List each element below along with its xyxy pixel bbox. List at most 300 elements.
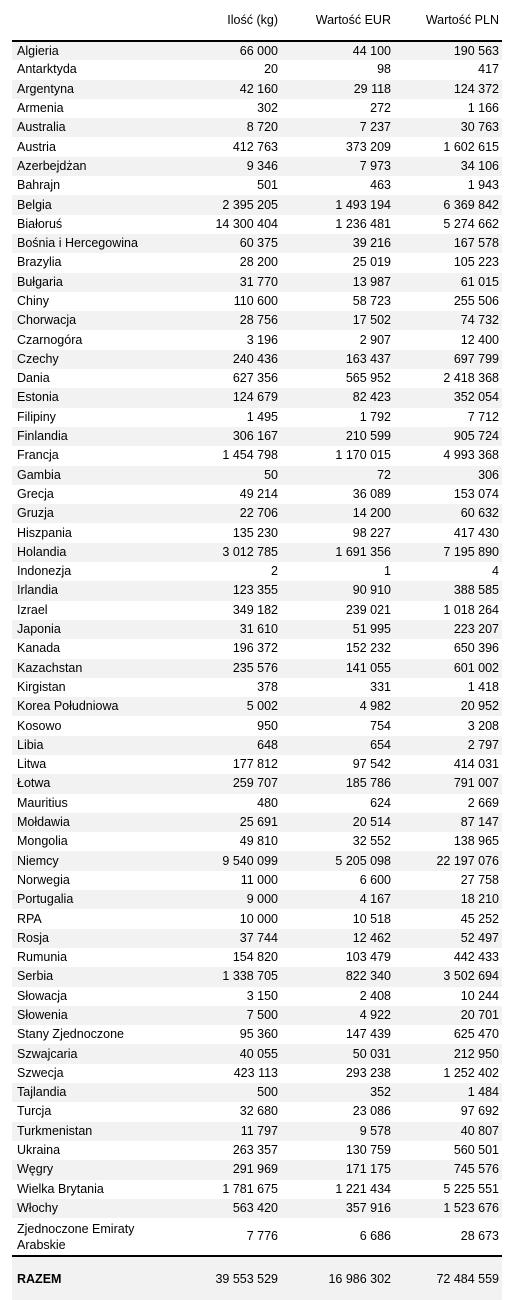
- table-row: [12, 871, 502, 890]
- quantity-cell: 1 454 798: [168, 446, 281, 465]
- country-cell: Bahrajn: [12, 176, 168, 195]
- value-pln-cell: 40 807: [394, 1122, 502, 1141]
- country-cell: Turkmenistan: [12, 1122, 168, 1141]
- value-eur-cell: 239 021: [281, 601, 394, 620]
- table-row: [12, 427, 502, 446]
- value-pln-cell: 105 223: [394, 253, 502, 272]
- table-row: [12, 273, 502, 292]
- quantity-cell: 124 679: [168, 388, 281, 407]
- value-pln-cell: 61 015: [394, 273, 502, 292]
- value-eur-cell: 23 086: [281, 1102, 394, 1121]
- value-pln-cell: 28 673: [394, 1218, 502, 1256]
- value-pln-cell: 388 585: [394, 581, 502, 600]
- total-quantity: 39 553 529: [168, 1256, 281, 1300]
- value-pln-cell: 4 993 368: [394, 446, 502, 465]
- header-value-eur: Wartość EUR: [281, 0, 394, 41]
- value-pln-cell: 601 002: [394, 659, 502, 678]
- value-eur-cell: 331: [281, 678, 394, 697]
- value-pln-cell: 1 484: [394, 1083, 502, 1102]
- table-row: [12, 215, 502, 234]
- quantity-cell: 95 360: [168, 1025, 281, 1044]
- value-eur-cell: 5 205 098: [281, 851, 394, 870]
- export-values-table: [12, 0, 502, 1300]
- table-row: [12, 523, 502, 542]
- value-eur-cell: 6 600: [281, 871, 394, 890]
- value-pln-cell: 905 724: [394, 427, 502, 446]
- table-row: [12, 485, 502, 504]
- quantity-cell: 563 420: [168, 1199, 281, 1218]
- table-row: [12, 1218, 502, 1256]
- country-cell: Finlandia: [12, 427, 168, 446]
- table-footer: [12, 1256, 502, 1300]
- quantity-cell: 263 357: [168, 1141, 281, 1160]
- value-eur-cell: 12 462: [281, 929, 394, 948]
- value-eur-cell: 352: [281, 1083, 394, 1102]
- value-pln-cell: 1 523 676: [394, 1199, 502, 1218]
- value-eur-cell: 39 216: [281, 234, 394, 253]
- country-cell: Szwajcaria: [12, 1044, 168, 1063]
- country-cell: Gruzja: [12, 504, 168, 523]
- value-pln-cell: 417 430: [394, 523, 502, 542]
- table-row: [12, 1025, 502, 1044]
- country-cell: Libia: [12, 736, 168, 755]
- total-value-pln: 72 484 559: [394, 1256, 502, 1300]
- table-row: [12, 929, 502, 948]
- value-pln-cell: 2 669: [394, 794, 502, 813]
- country-cell: Grecja: [12, 485, 168, 504]
- country-cell: Mauritius: [12, 794, 168, 813]
- table-row: [12, 581, 502, 600]
- total-value-eur: 16 986 302: [281, 1256, 394, 1300]
- table-row: [12, 118, 502, 137]
- quantity-cell: 28 200: [168, 253, 281, 272]
- country-cell: Słowacja: [12, 987, 168, 1006]
- header-value-pln: Wartość PLN: [394, 0, 502, 41]
- country-cell: Norwegia: [12, 871, 168, 890]
- value-pln-cell: 3 502 694: [394, 967, 502, 986]
- table-row: [12, 41, 502, 60]
- header-country: [12, 0, 168, 41]
- table-header: [12, 0, 502, 41]
- country-cell: Portugalia: [12, 890, 168, 909]
- quantity-cell: 7 500: [168, 1006, 281, 1025]
- value-eur-cell: 1 170 015: [281, 446, 394, 465]
- value-eur-cell: 4 922: [281, 1006, 394, 1025]
- table-row: [12, 716, 502, 735]
- table-row: [12, 1141, 502, 1160]
- value-pln-cell: 22 197 076: [394, 851, 502, 870]
- value-pln-cell: 30 763: [394, 118, 502, 137]
- table-row: [12, 909, 502, 928]
- value-eur-cell: 272: [281, 99, 394, 118]
- country-cell: Zjednoczone Emiraty Arabskie: [12, 1218, 168, 1256]
- value-pln-cell: 52 497: [394, 929, 502, 948]
- value-eur-cell: 17 502: [281, 311, 394, 330]
- value-eur-cell: 1: [281, 562, 394, 581]
- table-row: [12, 774, 502, 793]
- quantity-cell: 123 355: [168, 581, 281, 600]
- table-row: [12, 543, 502, 562]
- quantity-cell: 110 600: [168, 292, 281, 311]
- table-row: [12, 195, 502, 214]
- quantity-cell: 423 113: [168, 1064, 281, 1083]
- value-pln-cell: 7 195 890: [394, 543, 502, 562]
- country-cell: Włochy: [12, 1199, 168, 1218]
- country-cell: Mołdawia: [12, 813, 168, 832]
- value-pln-cell: 352 054: [394, 388, 502, 407]
- quantity-cell: 291 969: [168, 1160, 281, 1179]
- value-pln-cell: 138 965: [394, 832, 502, 851]
- table-row: [12, 620, 502, 639]
- table-row: [12, 350, 502, 369]
- value-eur-cell: 13 987: [281, 273, 394, 292]
- table-row: [12, 311, 502, 330]
- quantity-cell: 349 182: [168, 601, 281, 620]
- quantity-cell: 9 540 099: [168, 851, 281, 870]
- table-row: [12, 60, 502, 79]
- value-eur-cell: 10 518: [281, 909, 394, 928]
- country-cell: Szwecja: [12, 1064, 168, 1083]
- quantity-cell: 177 812: [168, 755, 281, 774]
- value-eur-cell: 163 437: [281, 350, 394, 369]
- value-eur-cell: 98 227: [281, 523, 394, 542]
- table-row: [12, 408, 502, 427]
- quantity-cell: 9 346: [168, 157, 281, 176]
- table-row: [12, 562, 502, 581]
- table-row: [12, 388, 502, 407]
- quantity-cell: 648: [168, 736, 281, 755]
- value-eur-cell: 1 236 481: [281, 215, 394, 234]
- country-cell: Kirgistan: [12, 678, 168, 697]
- value-eur-cell: 357 916: [281, 1199, 394, 1218]
- value-eur-cell: 1 691 356: [281, 543, 394, 562]
- table-row: [12, 99, 502, 118]
- value-eur-cell: 51 995: [281, 620, 394, 639]
- quantity-cell: 3 012 785: [168, 543, 281, 562]
- value-eur-cell: 9 578: [281, 1122, 394, 1141]
- country-cell: Tajlandia: [12, 1083, 168, 1102]
- country-cell: Hiszpania: [12, 523, 168, 542]
- quantity-cell: 501: [168, 176, 281, 195]
- quantity-cell: 154 820: [168, 948, 281, 967]
- value-pln-cell: 87 147: [394, 813, 502, 832]
- table-row: [12, 157, 502, 176]
- value-eur-cell: 2 408: [281, 987, 394, 1006]
- quantity-cell: 3 150: [168, 987, 281, 1006]
- value-pln-cell: 306: [394, 466, 502, 485]
- country-cell: Wielka Brytania: [12, 1180, 168, 1199]
- value-pln-cell: 18 210: [394, 890, 502, 909]
- quantity-cell: 31 610: [168, 620, 281, 639]
- table-row: [12, 659, 502, 678]
- country-cell: Kosowo: [12, 716, 168, 735]
- value-eur-cell: 103 479: [281, 948, 394, 967]
- table-row: [12, 369, 502, 388]
- quantity-cell: 11 000: [168, 871, 281, 890]
- table-row: [12, 466, 502, 485]
- country-cell: Francja: [12, 446, 168, 465]
- value-eur-cell: 185 786: [281, 774, 394, 793]
- country-cell: Azerbejdżan: [12, 157, 168, 176]
- header-row: [12, 0, 502, 41]
- value-eur-cell: 373 209: [281, 137, 394, 156]
- value-eur-cell: 58 723: [281, 292, 394, 311]
- value-pln-cell: 1 018 264: [394, 601, 502, 620]
- table-row: [12, 813, 502, 832]
- table-row: [12, 253, 502, 272]
- value-pln-cell: 167 578: [394, 234, 502, 253]
- value-pln-cell: 97 692: [394, 1102, 502, 1121]
- quantity-cell: 950: [168, 716, 281, 735]
- value-eur-cell: 141 055: [281, 659, 394, 678]
- table-row: [12, 1083, 502, 1102]
- country-cell: Czarnogóra: [12, 330, 168, 349]
- value-pln-cell: 2 797: [394, 736, 502, 755]
- quantity-cell: 7 776: [168, 1218, 281, 1256]
- value-pln-cell: 1 602 615: [394, 137, 502, 156]
- quantity-cell: 3 196: [168, 330, 281, 349]
- country-cell: Holandia: [12, 543, 168, 562]
- value-eur-cell: 152 232: [281, 639, 394, 658]
- country-cell: Japonia: [12, 620, 168, 639]
- value-pln-cell: 625 470: [394, 1025, 502, 1044]
- quantity-cell: 1 495: [168, 408, 281, 427]
- quantity-cell: 8 720: [168, 118, 281, 137]
- value-pln-cell: 442 433: [394, 948, 502, 967]
- country-cell: Mongolia: [12, 832, 168, 851]
- value-eur-cell: 1 221 434: [281, 1180, 394, 1199]
- country-cell: Gambia: [12, 466, 168, 485]
- table-row: [12, 234, 502, 253]
- table-row: [12, 832, 502, 851]
- value-eur-cell: 654: [281, 736, 394, 755]
- value-pln-cell: 2 418 368: [394, 369, 502, 388]
- value-pln-cell: 34 106: [394, 157, 502, 176]
- quantity-cell: 28 756: [168, 311, 281, 330]
- value-pln-cell: 697 799: [394, 350, 502, 369]
- quantity-cell: 66 000: [168, 41, 281, 60]
- quantity-cell: 40 055: [168, 1044, 281, 1063]
- value-pln-cell: 20 952: [394, 697, 502, 716]
- country-cell: Indonezja: [12, 562, 168, 581]
- country-cell: Serbia: [12, 967, 168, 986]
- table-row: [12, 1006, 502, 1025]
- total-label: RAZEM: [12, 1256, 168, 1300]
- value-eur-cell: 754: [281, 716, 394, 735]
- quantity-cell: 14 300 404: [168, 215, 281, 234]
- table-row: [12, 1180, 502, 1199]
- quantity-cell: 5 002: [168, 697, 281, 716]
- value-pln-cell: 7 712: [394, 408, 502, 427]
- value-eur-cell: 7 237: [281, 118, 394, 137]
- quantity-cell: 480: [168, 794, 281, 813]
- value-pln-cell: 27 758: [394, 871, 502, 890]
- quantity-cell: 302: [168, 99, 281, 118]
- table-row: [12, 639, 502, 658]
- quantity-cell: 135 230: [168, 523, 281, 542]
- value-eur-cell: 32 552: [281, 832, 394, 851]
- table-row: [12, 1064, 502, 1083]
- quantity-cell: 31 770: [168, 273, 281, 292]
- value-pln-cell: 1 418: [394, 678, 502, 697]
- value-pln-cell: 5 225 551: [394, 1180, 502, 1199]
- table-row: [12, 601, 502, 620]
- table-row: [12, 176, 502, 195]
- quantity-cell: 22 706: [168, 504, 281, 523]
- value-eur-cell: 82 423: [281, 388, 394, 407]
- country-cell: Armenia: [12, 99, 168, 118]
- value-eur-cell: 90 910: [281, 581, 394, 600]
- country-cell: Australia: [12, 118, 168, 137]
- quantity-cell: 1 338 705: [168, 967, 281, 986]
- value-eur-cell: 565 952: [281, 369, 394, 388]
- country-cell: Rumunia: [12, 948, 168, 967]
- quantity-cell: 50: [168, 466, 281, 485]
- country-cell: Węgry: [12, 1160, 168, 1179]
- table-row: [12, 948, 502, 967]
- value-pln-cell: 20 701: [394, 1006, 502, 1025]
- value-eur-cell: 2 907: [281, 330, 394, 349]
- value-pln-cell: 560 501: [394, 1141, 502, 1160]
- value-pln-cell: 745 576: [394, 1160, 502, 1179]
- quantity-cell: 42 160: [168, 80, 281, 99]
- country-cell: Łotwa: [12, 774, 168, 793]
- country-cell: Estonia: [12, 388, 168, 407]
- country-cell: RPA: [12, 909, 168, 928]
- quantity-cell: 32 680: [168, 1102, 281, 1121]
- country-cell: Białoruś: [12, 215, 168, 234]
- country-cell: Bułgaria: [12, 273, 168, 292]
- country-cell: Turcja: [12, 1102, 168, 1121]
- value-pln-cell: 12 400: [394, 330, 502, 349]
- country-cell: Rosja: [12, 929, 168, 948]
- table-row: [12, 967, 502, 986]
- country-cell: Kazachstan: [12, 659, 168, 678]
- quantity-cell: 10 000: [168, 909, 281, 928]
- quantity-cell: 2: [168, 562, 281, 581]
- header-quantity: Ilość (kg): [168, 0, 281, 41]
- country-cell: Antarktyda: [12, 60, 168, 79]
- value-pln-cell: 650 396: [394, 639, 502, 658]
- quantity-cell: 627 356: [168, 369, 281, 388]
- quantity-cell: 1 781 675: [168, 1180, 281, 1199]
- quantity-cell: 2 395 205: [168, 195, 281, 214]
- quantity-cell: 500: [168, 1083, 281, 1102]
- value-pln-cell: 212 950: [394, 1044, 502, 1063]
- country-cell: Ukraina: [12, 1141, 168, 1160]
- value-eur-cell: 29 118: [281, 80, 394, 99]
- value-eur-cell: 20 514: [281, 813, 394, 832]
- quantity-cell: 378: [168, 678, 281, 697]
- value-pln-cell: 4: [394, 562, 502, 581]
- value-pln-cell: 153 074: [394, 485, 502, 504]
- quantity-cell: 37 744: [168, 929, 281, 948]
- country-cell: Chorwacja: [12, 311, 168, 330]
- value-pln-cell: 190 563: [394, 41, 502, 60]
- quantity-cell: 49 214: [168, 485, 281, 504]
- table-row: [12, 736, 502, 755]
- value-eur-cell: 7 973: [281, 157, 394, 176]
- value-eur-cell: 25 019: [281, 253, 394, 272]
- country-cell: Dania: [12, 369, 168, 388]
- table-row: [12, 446, 502, 465]
- quantity-cell: 20: [168, 60, 281, 79]
- quantity-cell: 9 000: [168, 890, 281, 909]
- value-eur-cell: 822 340: [281, 967, 394, 986]
- value-pln-cell: 124 372: [394, 80, 502, 99]
- country-cell: Irlandia: [12, 581, 168, 600]
- quantity-cell: 306 167: [168, 427, 281, 446]
- value-eur-cell: 463: [281, 176, 394, 195]
- country-cell: Słowenia: [12, 1006, 168, 1025]
- value-eur-cell: 1 493 194: [281, 195, 394, 214]
- value-eur-cell: 6 686: [281, 1218, 394, 1256]
- quantity-cell: 196 372: [168, 639, 281, 658]
- value-pln-cell: 1 166: [394, 99, 502, 118]
- country-cell: Litwa: [12, 755, 168, 774]
- value-pln-cell: 1 943: [394, 176, 502, 195]
- value-eur-cell: 4 982: [281, 697, 394, 716]
- value-pln-cell: 417: [394, 60, 502, 79]
- table-row: [12, 80, 502, 99]
- value-pln-cell: 6 369 842: [394, 195, 502, 214]
- value-pln-cell: 74 732: [394, 311, 502, 330]
- country-cell: Czechy: [12, 350, 168, 369]
- country-cell: Stany Zjednoczone: [12, 1025, 168, 1044]
- quantity-cell: 240 436: [168, 350, 281, 369]
- value-pln-cell: 791 007: [394, 774, 502, 793]
- value-eur-cell: 624: [281, 794, 394, 813]
- table-row: [12, 1122, 502, 1141]
- value-pln-cell: 255 506: [394, 292, 502, 311]
- country-cell: Argentyna: [12, 80, 168, 99]
- quantity-cell: 412 763: [168, 137, 281, 156]
- country-cell: Chiny: [12, 292, 168, 311]
- table-row: [12, 678, 502, 697]
- table-row: [12, 890, 502, 909]
- table-body: [12, 41, 502, 1256]
- country-cell: Belgia: [12, 195, 168, 214]
- value-pln-cell: 1 252 402: [394, 1064, 502, 1083]
- country-cell: Kanada: [12, 639, 168, 658]
- value-pln-cell: 414 031: [394, 755, 502, 774]
- value-eur-cell: 44 100: [281, 41, 394, 60]
- value-eur-cell: 210 599: [281, 427, 394, 446]
- value-pln-cell: 45 252: [394, 909, 502, 928]
- value-eur-cell: 36 089: [281, 485, 394, 504]
- quantity-cell: 11 797: [168, 1122, 281, 1141]
- country-cell: Bośnia i Hercegowina: [12, 234, 168, 253]
- value-eur-cell: 1 792: [281, 408, 394, 427]
- value-pln-cell: 3 208: [394, 716, 502, 735]
- table-row: [12, 504, 502, 523]
- quantity-cell: 235 576: [168, 659, 281, 678]
- value-pln-cell: 10 244: [394, 987, 502, 1006]
- table-row: [12, 292, 502, 311]
- table-row: [12, 755, 502, 774]
- value-eur-cell: 130 759: [281, 1141, 394, 1160]
- country-cell: Filipiny: [12, 408, 168, 427]
- table-row: [12, 1160, 502, 1179]
- country-cell: Algieria: [12, 41, 168, 60]
- country-cell: Brazylia: [12, 253, 168, 272]
- value-eur-cell: 72: [281, 466, 394, 485]
- table-row: [12, 330, 502, 349]
- table-row: [12, 1044, 502, 1063]
- total-row: [12, 1256, 502, 1300]
- table-row: [12, 697, 502, 716]
- country-cell: Niemcy: [12, 851, 168, 870]
